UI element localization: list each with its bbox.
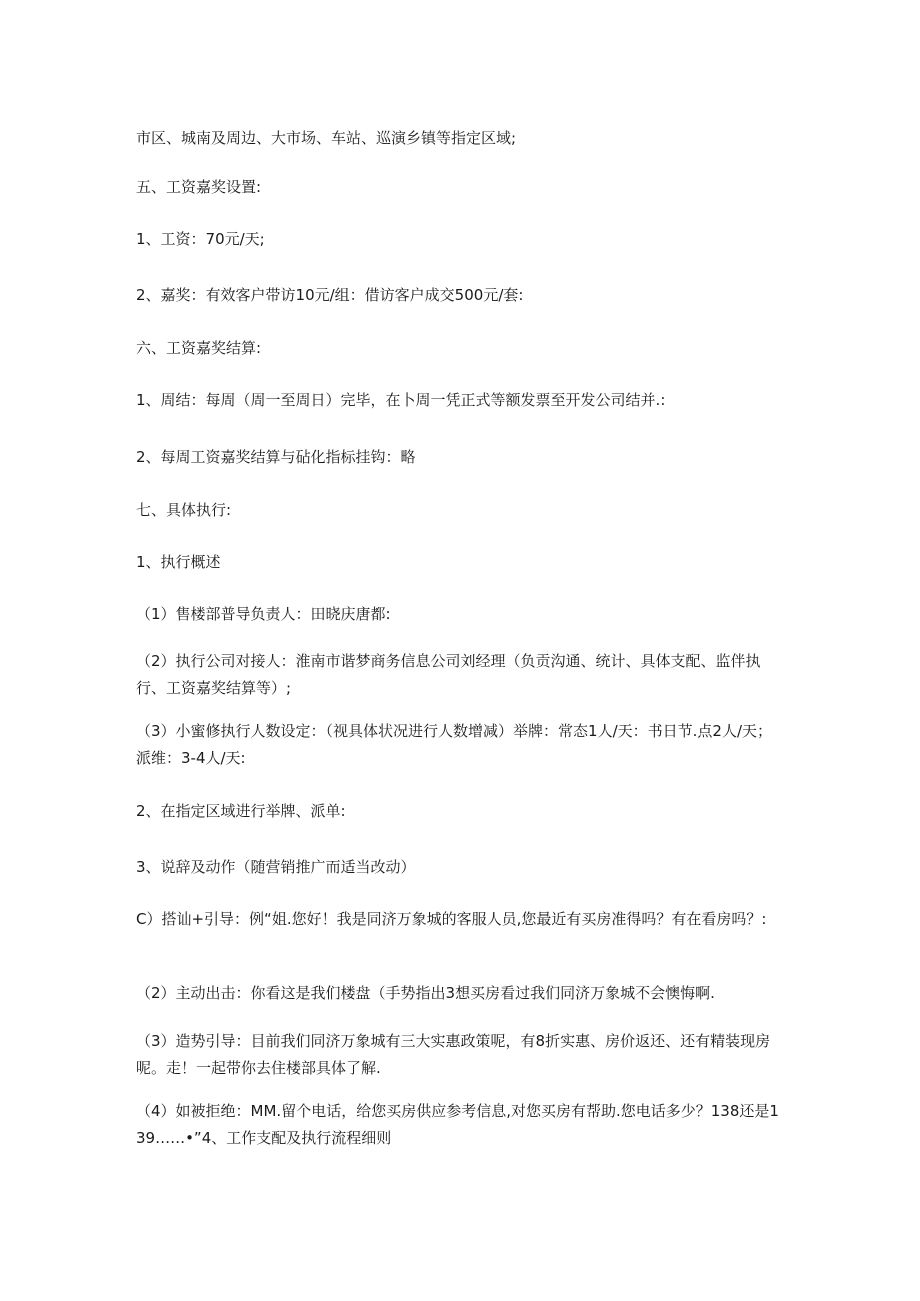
heading-execution: 七、具体执行: [136, 501, 232, 519]
paragraph-area-list: 市区、城南及周边、大市场、车站、巡演乡镇等指定区域; [136, 129, 517, 147]
paragraph-script-actions: 3、说辞及动作（随营销推广而适当改动） [136, 858, 416, 876]
paragraph-greeting: C）搭讪+引导：例“姐.您好！我是同济万象城的客服人员,您最近有买房准得吗？有在看房吗？: [136, 910, 767, 928]
paragraph-proactive: （2）主动出击：你看这是我们楼盘（手势指出3想买房看过我们同济万象城不会懊悔啊. [136, 984, 715, 1002]
paragraph-salary: 1、工资：70元/天; [136, 230, 265, 248]
paragraph-weekly-settlement: 1、周结：每周（周一至周日）完毕，在卜周一凭正式等额发票至开发公司结并.: [136, 391, 666, 409]
paragraph-sales-lead: （1）售楼部普导负责人：田晓庆唐都: [136, 605, 391, 623]
paragraph-execution-overview: 1、执行概述 [136, 553, 221, 571]
paragraph-weekly-indicator: 2、每周工资嘉奖结算与砧化指标挂钩：略 [136, 448, 416, 466]
heading-salary-bonus-setup: 五、工资嘉奖设置: [136, 178, 262, 196]
paragraph-execution-company: （2）执行公司对接人：淮南市谐梦商务信息公司刘经理（负贡沟通、统计、具体支配、监伴执行、工资嘉奖结算等）; [136, 652, 761, 697]
paragraph-designated-area: 2、在指定区域进行举牌、派单: [136, 802, 346, 820]
paragraph-staff-count: （3）小蜜修执行人数设定：（视具体状况进行人数增减）举牌：常态1人/天：书日节.点2人/天；派维：3-4人/天: [136, 722, 773, 767]
paragraph-momentum: （3）造势引导：目前我们同济万象城有三大实惠政策呢，有8折实惠、房价返还、还有精装现房呢。走！一起带你去住楼部具体了解. [136, 1032, 771, 1077]
heading-salary-bonus-settlement: 六、工资嘉奖结算: [136, 339, 262, 357]
paragraph-rejected: （4）如被拒绝：MM.留个电话，给您买房供应参考信息,对您买房有帮助.您电话多少？138还是139……•”4、工作支配及执行流程细则 [136, 1102, 779, 1147]
paragraph-bonus: 2、嘉奖：有效客户带访10元/组：借访客户成交500元/套: [136, 286, 524, 304]
